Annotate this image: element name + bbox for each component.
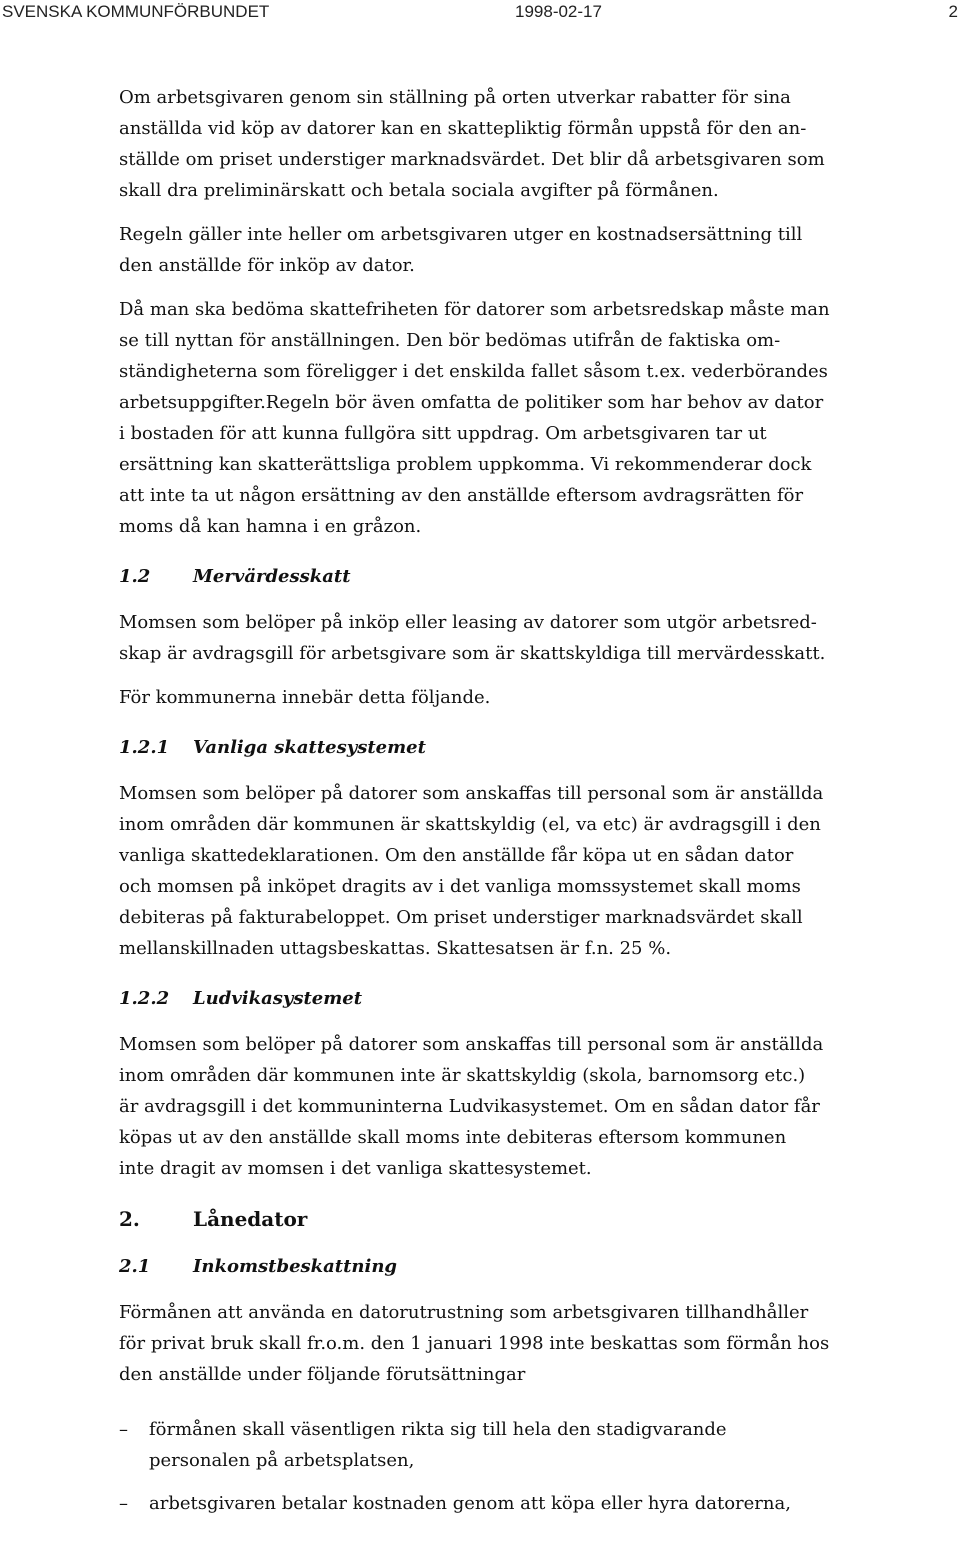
text-line: Momsen som belöper på datorer som anskaffas till personal som är anställda <box>119 1034 824 1055</box>
text-line: anställda vid köp av datorer kan en skattepliktig förmån uppstå för den an- <box>119 118 807 139</box>
section-title: Inkomstbeskattning <box>193 1256 398 1277</box>
paragraph-rabatter <box>119 82 919 206</box>
paragraph-ludvikasystemet <box>119 1029 919 1184</box>
text-line: Om arbetsgivaren genom sin ställning på orten utverkar rabatter för sina <box>119 87 791 108</box>
text-line: förmånen skall väsentligen rikta sig till hela den stadigvarande <box>149 1419 727 1440</box>
text-line: personalen på arbetsplatsen, <box>149 1450 415 1471</box>
paragraph-vanliga-skattesystemet <box>119 778 919 964</box>
text-line: är avdragsgill i det kommuninterna Ludvikasystemet. Om en sådan dator får <box>119 1096 820 1117</box>
text-line: och momsen på inköpet dragits av i det vanliga momssystemet skall moms <box>119 876 801 897</box>
dash-bullet: – <box>119 1493 128 1514</box>
text-line: för privat bruk skall fr.o.m. den 1 januari 1998 inte beskattas som förmån hos <box>119 1333 830 1354</box>
paragraph-kommunerna <box>119 682 919 713</box>
list-item <box>119 1488 919 1519</box>
text-line: inom områden där kommunen är skattskyldig (el, va etc) är avdragsgill i den <box>119 814 821 835</box>
conditions-list <box>119 1414 919 1519</box>
section-number: 1.2.1 <box>119 737 170 758</box>
section-heading-ludvikasystemet <box>119 986 919 1012</box>
header-date: 1998-02-17 <box>515 2 602 21</box>
text-line: i bostaden för att kunna fullgöra sitt uppdrag. Om arbetsgivaren tar ut <box>119 423 767 444</box>
list-item <box>119 1414 919 1476</box>
section-title: Lånedator <box>193 1207 308 1231</box>
text-line: inte dragit av momsen i det vanliga skattesystemet. <box>119 1158 592 1179</box>
text-line: ställde om priset understiger marknadsvärdet. Det blir då arbetsgivaren som <box>119 149 825 170</box>
section-title: Vanliga skattesystemet <box>193 737 426 758</box>
text-line: mellanskillnaden uttagsbeskattas. Skattesatsen är f.n. 25 %. <box>119 938 672 959</box>
text-line: ständigheterna som föreligger i det enskilda fallet såsom t.ex. vederbörandes <box>119 361 828 382</box>
paragraph-skattefrihet <box>119 294 919 542</box>
text-line: Regeln gäller inte heller om arbetsgivaren utger en kostnadsersättning till <box>119 224 803 245</box>
header-organization: SVENSKA KOMMUNFÖRBUNDET <box>2 2 270 21</box>
section-number: 1.2 <box>119 566 151 587</box>
text-line: Då man ska bedöma skattefriheten för datorer som arbetsredskap måste man <box>119 299 830 320</box>
text-line: moms då kan hamna i en gråzon. <box>119 516 422 537</box>
section-number: 1.2.2 <box>119 988 170 1009</box>
text-line: se till nyttan för anställningen. Den bör bedömas utifrån de faktiska om- <box>119 330 781 351</box>
text-line: den anställde under följande förutsättningar <box>119 1364 526 1385</box>
section-heading-inkomstbeskattning <box>119 1254 919 1280</box>
text-line: skall dra preliminärskatt och betala sociala avgifter på förmånen. <box>119 180 719 201</box>
text-line: arbetsgivaren betalar kostnaden genom att köpa eller hyra datorerna, <box>149 1493 791 1514</box>
paragraph-momsen-leasing <box>119 607 919 669</box>
text-line: inom områden där kommunen inte är skattskyldig (skola, barnomsorg etc.) <box>119 1065 806 1086</box>
section-heading-lanedator <box>119 1206 919 1232</box>
text-line: den anställde för inköp av dator. <box>119 255 415 276</box>
text-line: debiteras på fakturabeloppet. Om priset understiger marknadsvärdet skall <box>119 907 803 928</box>
text-line: vanliga skattedeklarationen. Om den anställde får köpa ut en sådan dator <box>119 845 794 866</box>
text-line: att inte ta ut någon ersättning av den anställde eftersom avdragsrätten för <box>119 485 804 506</box>
text-line: skap är avdragsgill för arbetsgivare som är skattskyldiga till mervärdesskatt. <box>119 643 826 664</box>
paragraph-formanen <box>119 1297 919 1390</box>
section-number: 2. <box>119 1207 140 1231</box>
dash-bullet: – <box>119 1419 128 1440</box>
section-title: Ludvikasystemet <box>193 988 363 1009</box>
document-body <box>119 82 919 1531</box>
text-line: köpas ut av den anställde skall moms inte debiteras eftersom kommunen <box>119 1127 787 1148</box>
text-line: arbetsuppgifter.Regeln bör även omfatta de politiker som har behov av dator <box>119 392 824 413</box>
text-line: Momsen som belöper på inköp eller leasing av datorer som utgör arbetsred- <box>119 612 817 633</box>
text-line: ersättning kan skatterättsliga problem uppkomma. Vi rekommenderar dock <box>119 454 812 475</box>
paragraph-kostnadsersattning <box>119 219 919 281</box>
text-line: Förmånen att använda en datorutrustning som arbetsgivaren tillhandhåller <box>119 1302 809 1323</box>
page-header <box>0 2 960 26</box>
section-title: Mervärdesskatt <box>193 566 351 587</box>
text-line: Momsen som belöper på datorer som anskaffas till personal som är anställda <box>119 783 824 804</box>
section-number: 2.1 <box>119 1256 151 1277</box>
section-heading-vanliga-skattesystemet <box>119 735 919 761</box>
section-heading-mervardesskatt <box>119 564 919 590</box>
text-line: För kommunerna innebär detta följande. <box>119 687 491 708</box>
page-number: 2 <box>948 2 958 21</box>
